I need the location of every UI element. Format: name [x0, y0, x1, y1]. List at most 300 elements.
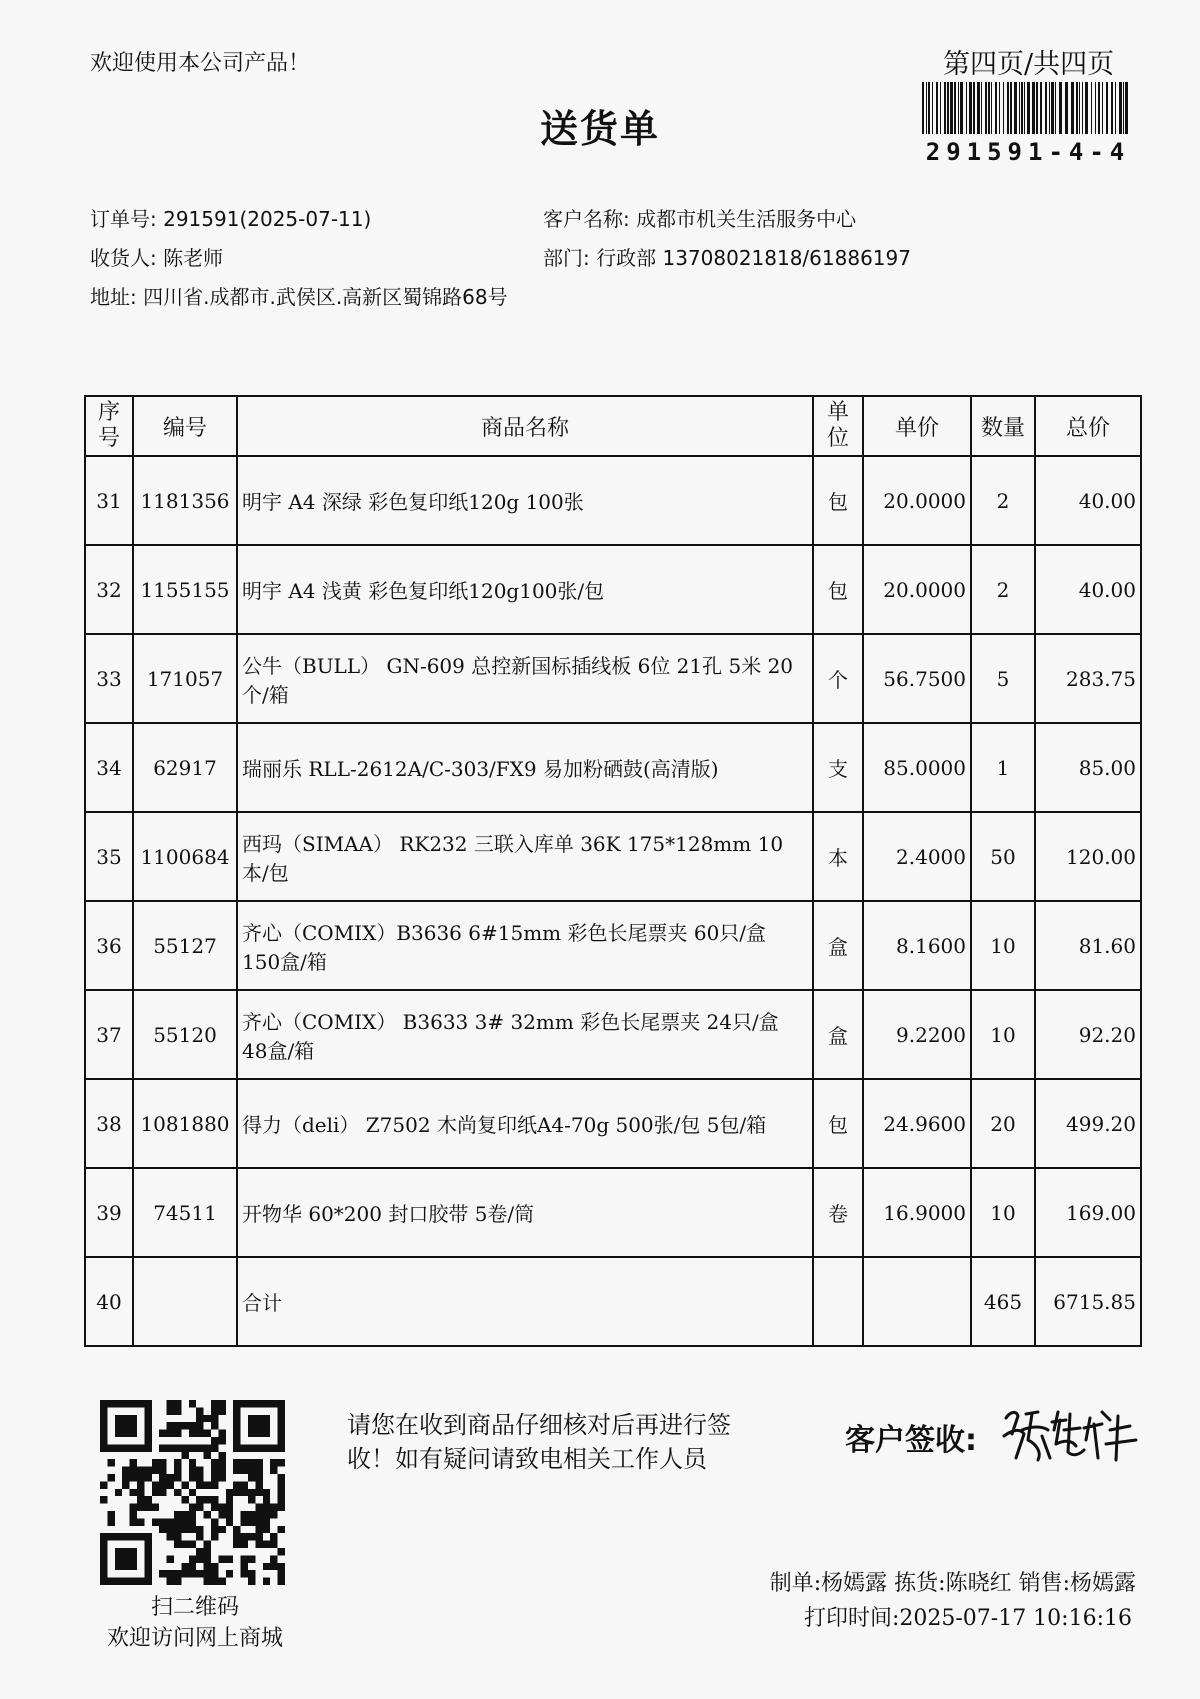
qr-module: [204, 1481, 211, 1488]
qr-module: [189, 1555, 196, 1562]
cell-total: 499.20: [1035, 1079, 1141, 1168]
cell-unit: 包: [813, 545, 863, 634]
qr-module: [159, 1430, 166, 1437]
barcode-bar: [1014, 82, 1017, 134]
cell-name: 公牛（BULL） GN-609 总控新国标插线板 6位 21孔 5米 20个/箱: [237, 634, 813, 723]
qr-module: [270, 1511, 277, 1518]
cell-name: 合计: [237, 1257, 813, 1346]
qr-module: [181, 1444, 188, 1451]
qr-module: [189, 1526, 196, 1533]
barcode-bar: [1027, 82, 1030, 134]
cell-total: 92.20: [1035, 990, 1141, 1079]
barcode-bar: [1003, 82, 1004, 134]
qr-module: [107, 1511, 114, 1518]
qr-module: [137, 1518, 144, 1525]
barcode-bar: [1111, 82, 1113, 134]
qr-module: [233, 1533, 240, 1540]
qr-module: [174, 1407, 181, 1414]
cell-total: 169.00: [1035, 1168, 1141, 1257]
table-row: [85, 812, 1141, 901]
cell-name: 明宇 A4 深绿 彩色复印纸120g 100张: [237, 456, 813, 545]
qr-module: [137, 1489, 144, 1496]
qr-caption-scan: 扫二维码: [150, 1595, 239, 1620]
qr-module: [196, 1467, 203, 1474]
qr-module: [241, 1459, 248, 1466]
barcode-bar: [1095, 82, 1096, 134]
cell-qty: 465: [971, 1257, 1035, 1346]
cell-unit: 包: [813, 456, 863, 545]
barcode-bar: [932, 82, 933, 134]
qr-module: [241, 1489, 248, 1496]
qr-module: [241, 1467, 248, 1474]
page-info: 第四页/共四页: [943, 49, 1115, 80]
qr-module: [174, 1430, 181, 1437]
barcode-bar: [1065, 82, 1068, 134]
qr-module: [137, 1504, 144, 1511]
cell-total: 6715.85: [1035, 1257, 1141, 1346]
qr-module: [107, 1518, 114, 1525]
qr-module: [270, 1504, 277, 1511]
barcode-bar: [954, 82, 956, 134]
cell-seq: 40: [85, 1257, 133, 1346]
qr-module: [130, 1504, 137, 1511]
qr-module: [218, 1555, 225, 1562]
qr-module: [204, 1548, 211, 1555]
qr-module: [137, 1481, 144, 1488]
cell-code: 55127: [133, 901, 237, 990]
qr-module: [211, 1504, 218, 1511]
customer-name: [543, 203, 856, 232]
qr-module: [211, 1415, 218, 1422]
order-number: [90, 203, 371, 232]
barcode-bar: [1036, 82, 1038, 134]
qr-module: [211, 1467, 218, 1474]
qr-module: [218, 1437, 225, 1444]
department: [543, 242, 911, 271]
qr-module: [248, 1511, 255, 1518]
qr-module: [159, 1526, 166, 1533]
qr-module: [167, 1481, 174, 1488]
table-row: [85, 901, 1141, 990]
qr-module: [130, 1459, 137, 1466]
qr-module: [211, 1444, 218, 1451]
qr-module: [233, 1467, 240, 1474]
barcode-bar: [947, 82, 949, 134]
qr-module: [255, 1467, 262, 1474]
qr-module: [196, 1555, 203, 1562]
qr-module: [226, 1555, 233, 1562]
header-price: 单价: [863, 396, 971, 456]
qr-module: [278, 1459, 285, 1466]
barcode-bar: [977, 82, 980, 134]
qr-module: [189, 1459, 196, 1466]
qr-module: [159, 1467, 166, 1474]
qr-module: [211, 1481, 218, 1488]
qr-module: [255, 1504, 262, 1511]
qr-module: [278, 1504, 285, 1511]
barcode-bar: [969, 82, 972, 134]
cell-code: 171057: [133, 634, 237, 723]
qr-module: [137, 1474, 144, 1481]
qr-module: [174, 1518, 181, 1525]
cell-unit: 个: [813, 634, 863, 723]
qr-module: [248, 1518, 255, 1525]
qr-module: [189, 1400, 196, 1407]
qr-module: [189, 1430, 196, 1437]
qr-module: [189, 1504, 196, 1511]
qr-module: [196, 1444, 203, 1451]
cell-name: 瑞丽乐 RLL-2612A/C-303/FX9 易加粉硒鼓(高清版): [237, 723, 813, 812]
table-row: [85, 723, 1141, 812]
qr-module: [211, 1474, 218, 1481]
qr-module: [204, 1496, 211, 1503]
barcode-bar: [995, 82, 997, 134]
qr-module: [152, 1459, 159, 1466]
cell-price: 8.1600: [863, 901, 971, 990]
qr-module: [255, 1541, 262, 1548]
qr-module: [167, 1400, 174, 1407]
cell-name: 明宇 A4 浅黄 彩色复印纸120g100张/包: [237, 545, 813, 634]
qr-module: [218, 1430, 225, 1437]
barcode-bar: [991, 82, 992, 134]
cell-name: 齐心（COMIX）B3636 6#15mm 彩色长尾票夹 60只/盒 150盒/箱: [237, 901, 813, 990]
table-row: [85, 545, 1141, 634]
qr-module: [278, 1481, 285, 1488]
qr-module: [189, 1474, 196, 1481]
staff-info: 制单:杨嫣露 拣货:陈晓红 销售:杨嫣露: [769, 1571, 1136, 1596]
cell-name: 得力（deli） Z7502 木尚复印纸A4-70g 500张/包 5包/箱: [237, 1079, 813, 1168]
qr-module: [174, 1444, 181, 1451]
header-seq-line1: 序: [97, 400, 120, 425]
cell-qty: 2: [971, 456, 1035, 545]
qr-module: [181, 1496, 188, 1503]
table-row: [85, 1257, 1141, 1346]
barcode-bar: [960, 82, 963, 134]
barcode-bar: [1091, 82, 1092, 134]
qr-module: [181, 1452, 188, 1459]
cell-price: 24.9600: [863, 1079, 971, 1168]
qr-module: [278, 1496, 285, 1503]
cell-seq: 38: [85, 1079, 133, 1168]
qr-module: [263, 1496, 270, 1503]
qr-module: [211, 1422, 218, 1429]
qr-module: [263, 1489, 270, 1496]
cell-total: 283.75: [1035, 634, 1141, 723]
qr-module: [211, 1407, 218, 1414]
cell-price: 2.4000: [863, 812, 971, 901]
qr-module: [211, 1437, 218, 1444]
qr-module: [167, 1474, 174, 1481]
receiver-label: 收货人:: [90, 246, 157, 270]
qr-module: [144, 1504, 151, 1511]
qr-module: [130, 1489, 137, 1496]
qr-module: [226, 1504, 233, 1511]
customer-sign-label: 客户签收:: [845, 1423, 977, 1458]
barcode-bar: [1076, 82, 1078, 134]
qr-module: [167, 1407, 174, 1414]
cell-price: 20.0000: [863, 545, 971, 634]
qr-module: [248, 1496, 255, 1503]
qr-module: [174, 1400, 181, 1407]
barcode-bar: [999, 82, 1000, 134]
barcode-bar: [985, 82, 987, 134]
qr-module: [255, 1481, 262, 1488]
qr-module: [211, 1496, 218, 1503]
qr-module: [196, 1548, 203, 1555]
cell-code: 62917: [133, 723, 237, 812]
qr-module: [218, 1511, 225, 1518]
qr-module: [144, 1474, 151, 1481]
cell-price: 20.0000: [863, 456, 971, 545]
qr-module: [167, 1518, 174, 1525]
cell-total: 40.00: [1035, 456, 1141, 545]
qr-module: [241, 1541, 248, 1548]
qr-module: [159, 1518, 166, 1525]
qr-module: [174, 1533, 181, 1540]
qr-module: [152, 1489, 159, 1496]
qr-module: [255, 1518, 262, 1525]
barcode-bar: [1119, 82, 1122, 134]
barcode-image: [920, 82, 1132, 134]
cell-name: 开物华 60*200 封口胶带 5卷/筒: [237, 1168, 813, 1257]
order-value: 291591(2025-07-11): [163, 207, 372, 231]
qr-module: [278, 1474, 285, 1481]
qr-module: [144, 1467, 151, 1474]
table-row: [85, 1079, 1141, 1168]
receiver-value: 陈老师: [163, 246, 224, 270]
qr-module: [181, 1511, 188, 1518]
table-row: [85, 456, 1141, 545]
qr-module: [263, 1511, 270, 1518]
qr-module: [270, 1533, 277, 1540]
qr-module: [233, 1459, 240, 1466]
header-name: 商品名称: [237, 396, 813, 456]
cell-total: 81.60: [1035, 901, 1141, 990]
cell-qty: 50: [971, 812, 1035, 901]
print-time: 打印时间:2025-07-17 10:16:16: [803, 1606, 1132, 1631]
cell-qty: 2: [971, 545, 1035, 634]
cell-total: 120.00: [1035, 812, 1141, 901]
barcode-bar: [1024, 82, 1025, 134]
qr-module: [181, 1422, 188, 1429]
cell-seq: 31: [85, 456, 133, 545]
barcode-bar: [988, 82, 990, 134]
verification-note: 请您在收到商品仔细核对后再进行签收！如有疑问请致电相关工作人员: [347, 1411, 731, 1473]
cell-unit: 盒: [813, 901, 863, 990]
qr-module: [204, 1541, 211, 1548]
qr-module: [218, 1459, 225, 1466]
qr-module: [196, 1415, 203, 1422]
customer-label: 客户名称:: [543, 207, 630, 231]
qr-module: [196, 1407, 203, 1414]
barcode-bar: [1049, 82, 1050, 134]
qr-module: [218, 1504, 225, 1511]
header-total: 总价: [1035, 396, 1141, 456]
qr-module: [181, 1481, 188, 1488]
qr-module: [248, 1467, 255, 1474]
qr-module: [159, 1474, 166, 1481]
qr-module: [189, 1444, 196, 1451]
qr-module: [255, 1526, 262, 1533]
cell-unit: 盒: [813, 990, 863, 1079]
barcode-bar: [1007, 82, 1009, 134]
barcode-number: 291591-4-4: [925, 138, 1131, 166]
barcode-bar: [1059, 82, 1062, 134]
customer-signature: [998, 1400, 1143, 1470]
qr-module: [218, 1467, 225, 1474]
qr-module: [226, 1496, 233, 1503]
qr-module: [263, 1526, 270, 1533]
qr-module: [159, 1481, 166, 1488]
qr-module: [255, 1459, 262, 1466]
qr-module: [130, 1518, 137, 1525]
qr-module: [226, 1511, 233, 1518]
qr-module: [248, 1459, 255, 1466]
cell-unit: 本: [813, 812, 863, 901]
cell-seq: 39: [85, 1168, 133, 1257]
customer-value: 成都市机关生活服务中心: [636, 207, 857, 231]
qr-module: [263, 1504, 270, 1511]
welcome-text: 欢迎使用本公司产品！: [90, 51, 311, 76]
barcode-bar: [928, 82, 930, 134]
qr-module: [167, 1533, 174, 1540]
barcode-bar: [966, 82, 967, 134]
qr-module: [248, 1489, 255, 1496]
barcode-bar: [958, 82, 959, 134]
barcode-bar: [1106, 82, 1108, 134]
qr-module: [255, 1533, 262, 1540]
qr-module: [159, 1444, 166, 1451]
cell-qty: 10: [971, 990, 1035, 1079]
qr-module: [226, 1518, 233, 1525]
qr-module: [248, 1415, 270, 1437]
cell-unit: 卷: [813, 1168, 863, 1257]
cell-total: 85.00: [1035, 723, 1141, 812]
qr-module: [211, 1526, 218, 1533]
qr-module: [278, 1489, 285, 1496]
cell-unit: 包: [813, 1079, 863, 1168]
qr-module: [152, 1481, 159, 1488]
qr-module: [159, 1459, 166, 1466]
qr-module: [107, 1459, 114, 1466]
qr-module: [189, 1511, 196, 1518]
qr-module: [174, 1489, 181, 1496]
qr-module: [189, 1467, 196, 1474]
qr-module: [181, 1526, 188, 1533]
barcode-bar: [1055, 82, 1056, 134]
qr-module: [167, 1430, 174, 1437]
qr-module: [174, 1526, 181, 1533]
qr-module: [204, 1444, 211, 1451]
qr-module: [144, 1496, 151, 1503]
qr-module: [122, 1467, 129, 1474]
qr-module: [189, 1518, 196, 1525]
barcode-bar: [973, 82, 975, 134]
qr-module: [159, 1489, 166, 1496]
barcode-bar: [922, 82, 924, 134]
barcode-bar: [1123, 82, 1124, 134]
qr-module: [100, 1496, 107, 1503]
cell-qty: 10: [971, 1168, 1035, 1257]
header-seq-line2: 号: [97, 426, 120, 451]
qr-module: [270, 1467, 277, 1474]
qr-module: [174, 1459, 181, 1466]
qr-module: [248, 1555, 255, 1562]
qr-module: [174, 1541, 181, 1548]
qr-module: [189, 1422, 196, 1429]
barcode-bar: [950, 82, 953, 134]
qr-module: [137, 1467, 144, 1474]
barcode-bar: [936, 82, 938, 134]
barcode-bar: [1021, 82, 1023, 134]
qr-module: [226, 1489, 233, 1496]
cell-seq: 36: [85, 901, 133, 990]
dept-label: 部门:: [543, 246, 590, 270]
qr-module: [115, 1489, 122, 1496]
qr-module: [211, 1533, 218, 1540]
barcode-bar: [1082, 82, 1083, 134]
barcode-bar: [981, 82, 982, 134]
cell-code: 74511: [133, 1168, 237, 1257]
dept-value: 行政部 13708021818/61886197: [596, 246, 911, 270]
qr-module: [278, 1548, 285, 1555]
cell-qty: 10: [971, 901, 1035, 990]
header-unit-line2: 位: [826, 426, 849, 451]
qr-module: [241, 1481, 248, 1488]
qr-module: [130, 1511, 137, 1518]
qr-module: [211, 1459, 218, 1466]
barcode-bar: [1079, 82, 1080, 134]
qr-module: [196, 1481, 203, 1488]
qr-module: [152, 1518, 159, 1525]
table-row: [85, 990, 1141, 1079]
barcode-bar: [1098, 82, 1100, 134]
qr-module: [233, 1541, 240, 1548]
header-unit-line1: 单: [826, 400, 849, 425]
order-label: 订单号:: [90, 207, 157, 231]
qr-module: [233, 1481, 240, 1488]
barcode-bar: [1125, 82, 1128, 134]
qr-module: [122, 1474, 129, 1481]
qr-module: [189, 1541, 196, 1548]
qr-module: [241, 1533, 248, 1540]
qr-module: [204, 1511, 211, 1518]
cell-code: 1100684: [133, 812, 237, 901]
qr-module: [115, 1415, 137, 1437]
qr-module: [152, 1504, 159, 1511]
qr-module: [204, 1430, 211, 1437]
cell-seq: 33: [85, 634, 133, 723]
qr-module: [233, 1526, 240, 1533]
qr-module: [189, 1489, 196, 1496]
qr-code-image: [100, 1400, 285, 1585]
cell-qty: 5: [971, 634, 1035, 723]
barcode-bar: [944, 82, 946, 134]
qr-module: [174, 1474, 181, 1481]
qr-module: [130, 1474, 137, 1481]
qr-module: [270, 1541, 277, 1548]
qr-module: [255, 1489, 262, 1496]
barcode-bar: [1071, 82, 1074, 134]
barcode-bar: [1045, 82, 1047, 134]
cell-total: 40.00: [1035, 545, 1141, 634]
address-label: 地址:: [90, 285, 137, 309]
receiver: [90, 242, 223, 271]
barcode-bar: [1085, 82, 1088, 134]
qr-module: [278, 1526, 285, 1533]
cell-seq: 37: [85, 990, 133, 1079]
qr-module: [248, 1533, 255, 1540]
